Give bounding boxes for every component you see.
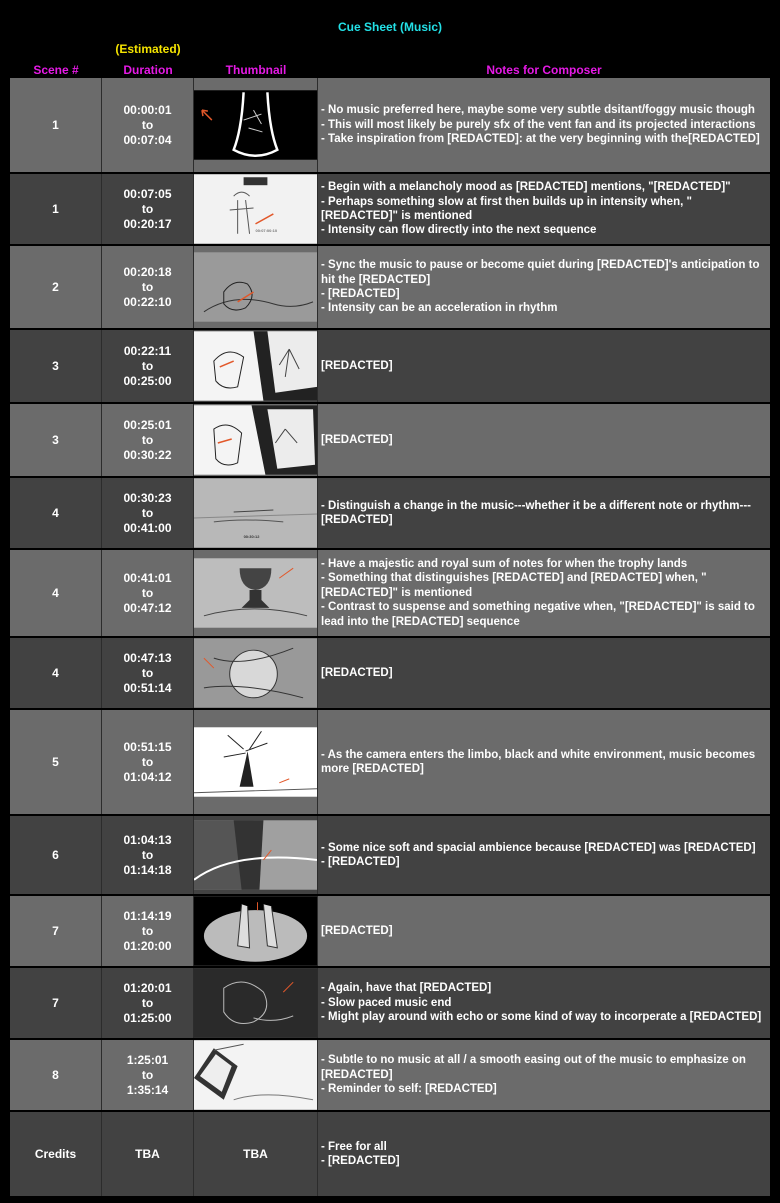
duration-end: 00:20:17 [123,216,172,231]
table-row [10,246,770,330]
note-line: - No music preferred here, maybe some very subtle dsitant/foggy music though [321,104,755,117]
scene-number: 6 [10,816,102,894]
duration-start: 01:14:19 [123,908,172,923]
storyboard-window-crack-2-icon [194,405,317,475]
duration-to: to [141,358,154,373]
notes-cell [318,968,770,1038]
cue-table [10,78,770,1198]
thumbnail-cell [194,404,318,476]
duration-to: to [141,201,154,216]
duration-to: to [141,847,154,862]
duration-end: 00:25:00 [123,373,172,388]
note-line: - Some nice soft and spacial ambience because [REDACTED] was [REDACTED] [321,841,756,854]
note-line: [REDACTED] [321,924,393,937]
duration-cell [102,246,194,328]
duration-cell [102,404,194,476]
notes-cell [318,478,770,548]
note-line: - [REDACTED] [321,1155,400,1167]
note-line: - Contrast to suspense and something negative when, "[REDACTED]" is said to lead into the [REDACTED] sequence [321,601,755,628]
duration-start: 00:07:05 [123,186,172,201]
duration-cell [102,896,194,966]
storyboard-horizon-icon [194,478,317,548]
duration-start: 00:00:01 [123,102,172,117]
table-row [10,896,770,968]
duration-cell [102,78,194,172]
duration-cell [102,816,194,894]
storyboard-vent-fan-icon [194,90,317,160]
note-line: [REDACTED] [321,666,393,679]
thumbnail-cell [194,550,318,636]
thumbnail-cell [194,330,318,402]
storyboard-feet-spotlight-icon [194,896,317,966]
table-row [10,78,770,174]
duration-cell [102,478,194,548]
notes-cell [318,330,770,402]
duration-cell [102,174,194,244]
duration-to: to [141,585,154,600]
table-row [10,710,770,816]
note-line: - Intensity can flow directly into the next sequence [321,224,597,237]
thumbnail-cell [194,896,318,966]
duration-end: 00:22:10 [123,294,172,309]
duration-to: to [141,1067,154,1082]
duration-end: 1:35:14 [126,1082,169,1097]
duration-start: 00:51:15 [123,739,172,754]
table-row [10,968,770,1040]
note-line: - Reminder to self: [REDACTED] [321,1083,497,1096]
notes-cell [318,246,770,328]
estimated-label: (Estimated) [115,42,181,56]
notes-cell [318,174,770,244]
header-scene: Scene # [33,63,79,77]
scene-number: 1 [10,78,102,172]
note-line: [REDACTED] [321,433,393,446]
scene-number: 4 [10,638,102,708]
sheet-title: Cue Sheet (Music) [337,20,442,34]
table-row [10,1112,770,1198]
note-line: - [REDACTED] [321,288,400,300]
scene-number: 4 [10,478,102,548]
scene-number: Credits [10,1112,102,1196]
storyboard-figure-sketch-icon [194,174,317,244]
scene-number: 1 [10,174,102,244]
table-row [10,404,770,478]
duration-cell [102,1040,194,1110]
duration-cell [102,1112,194,1196]
duration-start: 00:47:13 [123,650,172,665]
duration-start: 00:25:01 [123,417,172,432]
table-row [10,816,770,896]
duration-to: to [141,754,154,769]
thumbnail-cell [194,816,318,894]
note-line: - Something that distinguishes [REDACTED] and [REDACTED] when, "[REDACTED]" is mentioned [321,572,707,599]
duration-start: 00:22:11 [123,343,172,358]
scene-number: 4 [10,550,102,636]
duration-end: 00:30:22 [123,447,172,462]
thumbnail-cell [194,968,318,1038]
table-row [10,174,770,246]
duration-end: 00:07:04 [123,132,172,147]
duration-to: to [141,665,154,680]
note-line: - Distinguish a change in the music---whether it be a different note or rhythm---[REDACTED] [321,499,751,526]
table-row [10,1040,770,1112]
note-line: - Begin with a melancholy mood as [REDACTED] mentions, "[REDACTED]" [321,181,731,194]
storyboard-limbo-burst-icon [194,727,317,797]
storyboard-window-crack-icon [194,331,317,401]
thumbnail-cell [194,1040,318,1110]
note-line: - Perhaps something slow at first then builds up in intensity when, "[REDACTED]" is mentioned [321,195,692,222]
duration-end: 00:41:00 [123,520,172,535]
notes-cell [318,896,770,966]
duration-end: 01:20:00 [123,938,172,953]
duration-to: to [141,505,154,520]
thumbnail-cell [194,174,318,244]
duration-end: 01:14:18 [123,862,172,877]
duration-start: 00:41:01 [123,570,172,585]
thumbnail-cell [194,246,318,328]
duration-to: to [141,923,154,938]
duration-cell [102,638,194,708]
duration-start: 00:20:18 [123,264,172,279]
header-duration: Duration [123,63,173,77]
note-line: - Take inspiration from [REDACTED]: at the very beginning with the[REDACTED] [321,133,760,146]
notes-cell [318,550,770,636]
duration-start: 01:04:13 [123,832,172,847]
scene-number: 8 [10,1040,102,1110]
scene-number: 3 [10,330,102,402]
storyboard-hands-icon [194,968,317,1038]
scene-number: 7 [10,968,102,1038]
table-row [10,330,770,404]
scene-number: 3 [10,404,102,476]
duration-end: 00:51:14 [123,680,172,695]
notes-cell [318,404,770,476]
scene-number: 2 [10,246,102,328]
duration-cell [102,330,194,402]
duration-to: to [141,279,154,294]
duration-end: 01:04:12 [123,769,172,784]
duration-to: to [141,432,154,447]
note-line: - Again, have that [REDACTED] [321,982,492,995]
note-line: - Might play around with echo or some kind of way to incorperate a [REDACTED] [321,1011,762,1024]
duration-cell [102,550,194,636]
duration-end: 00:47:12 [123,600,172,615]
duration-start: 01:20:01 [123,980,172,995]
note-line: - This will most likely be purely sfx of the vent fan and its projected interactions [321,118,756,131]
duration-end: 01:25:00 [123,1010,172,1025]
duration-start: 00:30:23 [123,490,172,505]
thumbnail-cell [194,638,318,708]
duration-start: 1:25:01 [126,1052,169,1067]
notes-cell [318,638,770,708]
thumbnail-cell [194,1112,318,1196]
storyboard-trophy-icon [194,558,317,628]
scene-number: 5 [10,710,102,814]
duration-cell [102,968,194,1038]
notes-cell [318,78,770,172]
table-row [10,638,770,710]
note-line: - Slow paced music end [321,996,452,1009]
thumbnail-cell [194,710,318,814]
note-line: [REDACTED] [321,359,393,372]
header-notes: Notes for Composer [486,63,602,77]
thumbnail-cell [194,78,318,172]
notes-cell [318,816,770,894]
note-line: - Have a majestic and royal sum of notes for when the trophy lands [321,557,688,570]
storyboard-phone-icon [194,1040,317,1110]
duration-text: TBA [135,1146,160,1161]
storyboard-explosion-icon [194,638,317,708]
scene-number: 7 [10,896,102,966]
note-line: - Intensity can be an acceleration in rhythm [321,302,558,315]
note-line: - Free for all [321,1140,387,1153]
storyboard-legs-icon [194,820,317,890]
notes-cell [318,710,770,814]
notes-cell [318,1112,770,1196]
duration-to: to [141,995,154,1010]
note-line: - Subtle to no music at all / a smooth easing out of the music to emphasize on [REDACTED] [321,1054,746,1081]
table-row [10,478,770,550]
notes-cell [318,1040,770,1110]
note-line: - [REDACTED] [321,856,400,868]
storyboard-ground-shot-icon [194,252,317,322]
duration-cell [102,710,194,814]
table-row [10,550,770,638]
duration-to: to [141,117,154,132]
note-line: - As the camera enters the limbo, black and white environment, music becomes more [REDACTED] [321,748,756,775]
thumbnail-text: TBA [243,1147,268,1161]
note-line: - Sync the music to pause or become quiet during [REDACTED]'s anticipation to hit the [REDACTED] [321,259,760,286]
thumbnail-cell [194,478,318,548]
header-thumbnail: Thumbnail [225,63,287,77]
